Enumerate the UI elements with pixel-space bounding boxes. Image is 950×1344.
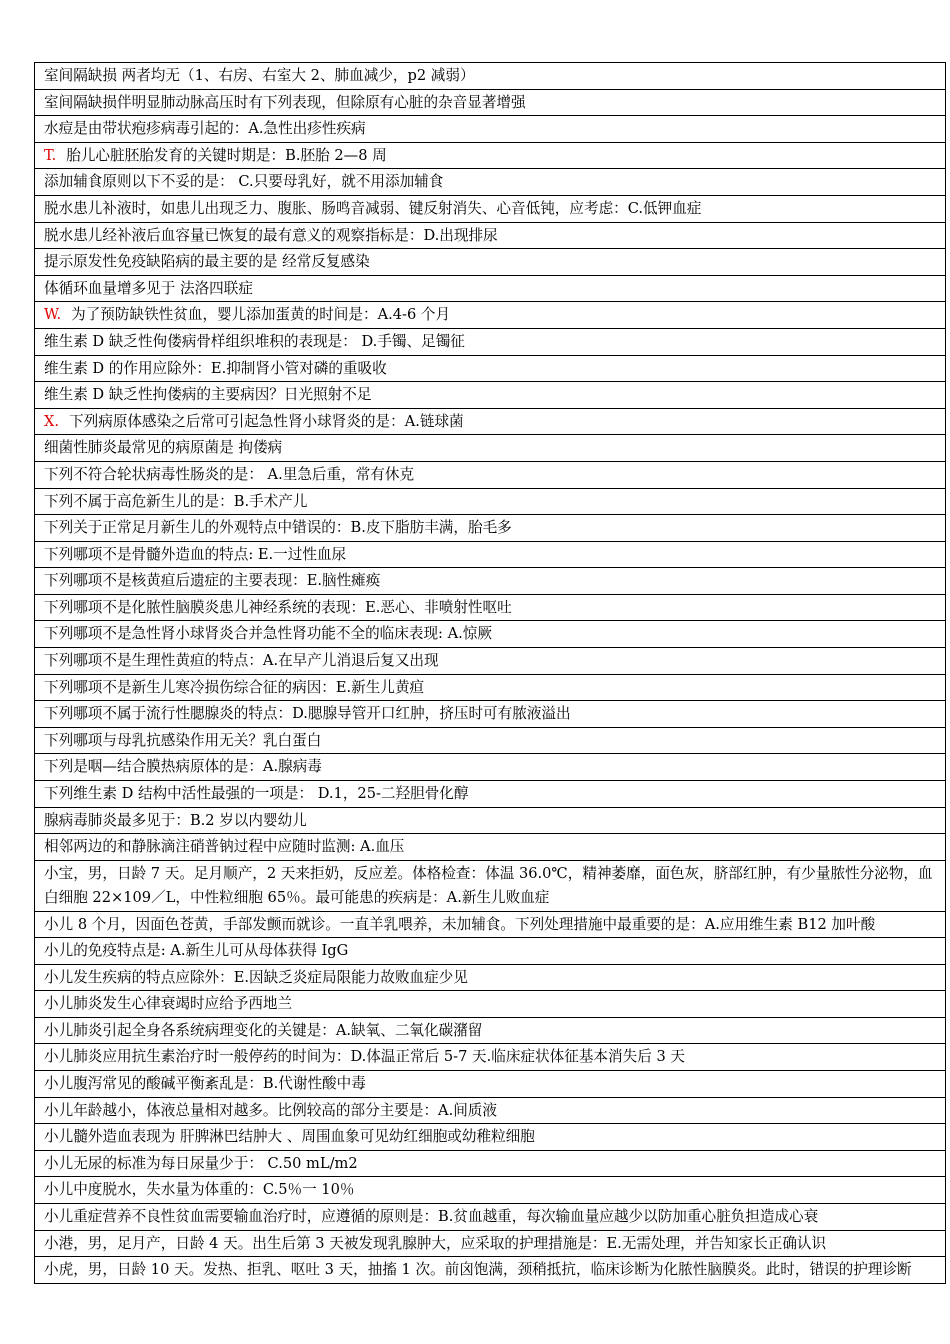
table-row [35,1231,945,1258]
table-row [35,1257,945,1284]
table-row [35,1098,945,1125]
row-text: 下列是咽—结合膜热病原体的是：A.腺病毒 [44,758,322,776]
table-row [35,991,945,1018]
table-row [35,409,945,436]
row-text: 小儿的免疫特点是: A.新生儿可从母体获得 IgG [44,942,349,960]
row-text: 腺病毒肺炎最多见于：B.2 岁以内婴幼儿 [44,811,307,829]
row-text: 下列哪项不是急性肾小球肾炎合并急性肾功能不全的临床表现: A.惊厥 [44,625,492,643]
table-row [35,568,945,595]
row-text: 下列维生素 D 结构中活性最强的一项是： D.1，25-二羟胆骨化醇 [44,785,469,803]
row-text: 细菌性肺炎最常见的病原菌是 拘偻病 [44,439,283,457]
row-text: 提示原发性免疫缺陷病的最主要的是 经常反复感染 [44,253,370,271]
row-text: 相邻两边的和静脉滴注硝普钠过程中应随时监测: A.血压 [44,838,405,856]
table-row [35,621,945,648]
table-row [35,1204,945,1231]
row-text: 小儿重症营养不良性贫血需要输血治疗时，应遵循的原则是：B.贫血越重，每次输血量应越少以防加重心脏负担造成心衰 [44,1207,819,1225]
table-row [35,435,945,462]
table-row [35,965,945,992]
table-row [35,515,945,542]
table-row [35,169,945,196]
table-row [35,938,945,965]
table-row [35,808,945,835]
table-row [35,861,945,912]
row-text: 下列病原体感染之后常可引起急性肾小球肾炎的是：A.链球菌 [69,412,464,430]
table-row [35,302,945,329]
table-row [35,675,945,702]
table-row [35,754,945,781]
table-row [35,329,945,356]
table-row [35,90,945,117]
table-row [35,728,945,755]
row-text: 水痘是由带状疱疹病毒引起的：A.急性出疹性疾病 [44,120,366,138]
table-row [35,1018,945,1045]
row-text: 下列不属于高危新生儿的是：B.手术产儿 [44,492,308,510]
table-row [35,781,945,808]
row-text: 脱水患儿补液时，如患儿出现乏力、腹胀、肠鸣音减弱、键反射消失、心音低钝，应考虑：C.低钾血症 [44,199,702,217]
row-text: 小虎，男，日龄 10 天。发热、拒乳、呕吐 3 天，抽搐 1 次。前囟饱满，颈稍抵抗，临床诊断为化脓性脑膜炎。此时，错误的护理诊断 [44,1261,912,1279]
row-text: 小儿 8 个月，因面色苍黄，手部发颤而就诊。一直羊乳喂养，未加辅食。下列处理措施中最重要的是：A.应用维生素 B12 加叶酸 [44,915,876,933]
row-text: 室间隔缺损 两者均无（1、右房、右室大 2、肺血减少，p2 减弱） [44,67,475,84]
table-row [35,1044,945,1071]
row-text: 脱水患儿经补液后血容量已恢复的最有意义的观察指标是：D.出现排尿 [44,226,498,244]
table-row [35,489,945,516]
row-text: 下列哪项不是核黄疸后遗症的主要表现：E.脑性瘫痪 [44,572,381,590]
row-text: 小儿无尿的标准为每日尿量少于： C.50 mL/m2 [44,1154,358,1172]
section-letter: X. [44,412,60,430]
row-text: 下列不符合轮状病毒性肠炎的是： A.里急后重，常有休克 [44,465,415,483]
row-text: 为了预防缺铁性贫血，婴儿添加蛋黄的时间是：A.4-6 个月 [71,306,451,324]
table-row [35,834,945,861]
table-row [35,701,945,728]
table-row [35,356,945,383]
table-row [35,196,945,223]
row-text: 下列哪项不是化脓性脑膜炎患儿神经系统的表现：E.恶心、非喷射性呕吐 [44,598,512,616]
table-row [35,382,945,409]
table-row [35,542,945,569]
table-row [35,462,945,489]
row-text: 小儿肺炎应用抗生素治疗时一般停药的时间为：D.体温正常后 5-7 天.临床症状体征基本消失后 3 天 [44,1048,685,1066]
table-row [35,1177,945,1204]
row-text: 小港，男，足月产，日龄 4 天。出生后第 3 天被发现乳腺肿大，应采取的护理措施是：E.无需处理，并告知家长正确认识 [44,1234,827,1252]
row-text: 胎儿心脏胚胎发育的关键时期是：B.胚胎 2—8 周 [66,146,387,164]
table-row [35,276,945,303]
row-text: 小儿年龄越小，体液总量相对越多。比例较高的部分主要是：A.间质液 [44,1101,497,1119]
row-text: 下列哪项与母乳抗感染作用无关？乳白蛋白 [44,731,322,749]
table-row [35,143,945,170]
row-text: 小宝，男，日龄 7 天。足月顺产，2 天来拒奶，反应差。体格检查：体温 36.0℃，精神萎靡，面色灰，脐部红肿，有少量脓性分泌物，血白细胞 22×109／L，中性粒细胞 65％。最可能患的疾病是：A.新生儿败血症 [44,864,933,907]
row-text: 小儿髓外造血表现为 肝脾淋巴结肿大 、周围血象可见幼红细胞或幼稚粒细胞 [44,1128,535,1146]
row-text: 下列哪项不是生理性黄疸的特点：A.在早产儿消退后复又出现 [44,652,439,670]
row-text: 下列哪项不是新生儿寒冷损伤综合征的病因：E.新生儿黄疸 [44,678,425,696]
row-text: 下列哪项不属于流行性腮腺炎的特点：D.腮腺导管开口红肿，挤压时可有脓液溢出 [44,705,571,723]
table-row [35,1124,945,1151]
row-text: 下列关于正常足月新生儿的外观特点中错误的：B.皮下脂肪丰满，胎毛多 [44,519,512,537]
table-row [35,249,945,276]
row-text: 小儿肺炎引起全身各系统病理变化的关键是：A.缺氧、二氧化碳潴留 [44,1021,483,1039]
table-row [35,1071,945,1098]
table-row [35,223,945,250]
row-text: 小儿肺炎发生心律衰竭时应给予西地兰 [44,995,293,1013]
row-text: 维生素 D 的作用应除外：E.抑制肾小管对磷的重吸收 [44,359,387,377]
table-row [35,648,945,675]
row-text: 小儿中度脱水，失水量为体重的：C.5％一 10％ [44,1181,355,1199]
table-row [35,116,945,143]
row-text: 下列哪项不是骨髓外造血的特点: E.一过性血尿 [44,545,347,563]
table-row [35,595,945,622]
row-text: 小儿发生疾病的特点应除外：E.因缺乏炎症局限能力故败血症少见 [44,968,468,986]
question-table [34,62,946,1284]
row-text: 室间隔缺损伴明显肺动脉高压时有下列表现，但除原有心脏的杂音显著增强 [44,93,526,111]
section-letter: T. [44,146,57,164]
row-text: 小儿腹泻常见的酸碱平衡紊乱是：B.代谢性酸中毒 [44,1075,366,1092]
table-row [35,63,945,90]
section-letter: W. [44,306,62,324]
table-row [35,912,945,938]
row-text: 添加辅食原则以下不妥的是： C.只要母乳好，就不用添加辅食 [44,173,444,191]
row-text: 维生素 D 缺乏性佝偻病骨样组织堆积的表现是： D.手镯、足镯征 [44,332,465,350]
row-text: 维生素 D 缺乏性拘偻病的主要病因？日光照射不足 [44,386,372,404]
row-text: 体循环血量增多见于 法洛四联症 [44,279,253,297]
table-row [35,1151,945,1178]
